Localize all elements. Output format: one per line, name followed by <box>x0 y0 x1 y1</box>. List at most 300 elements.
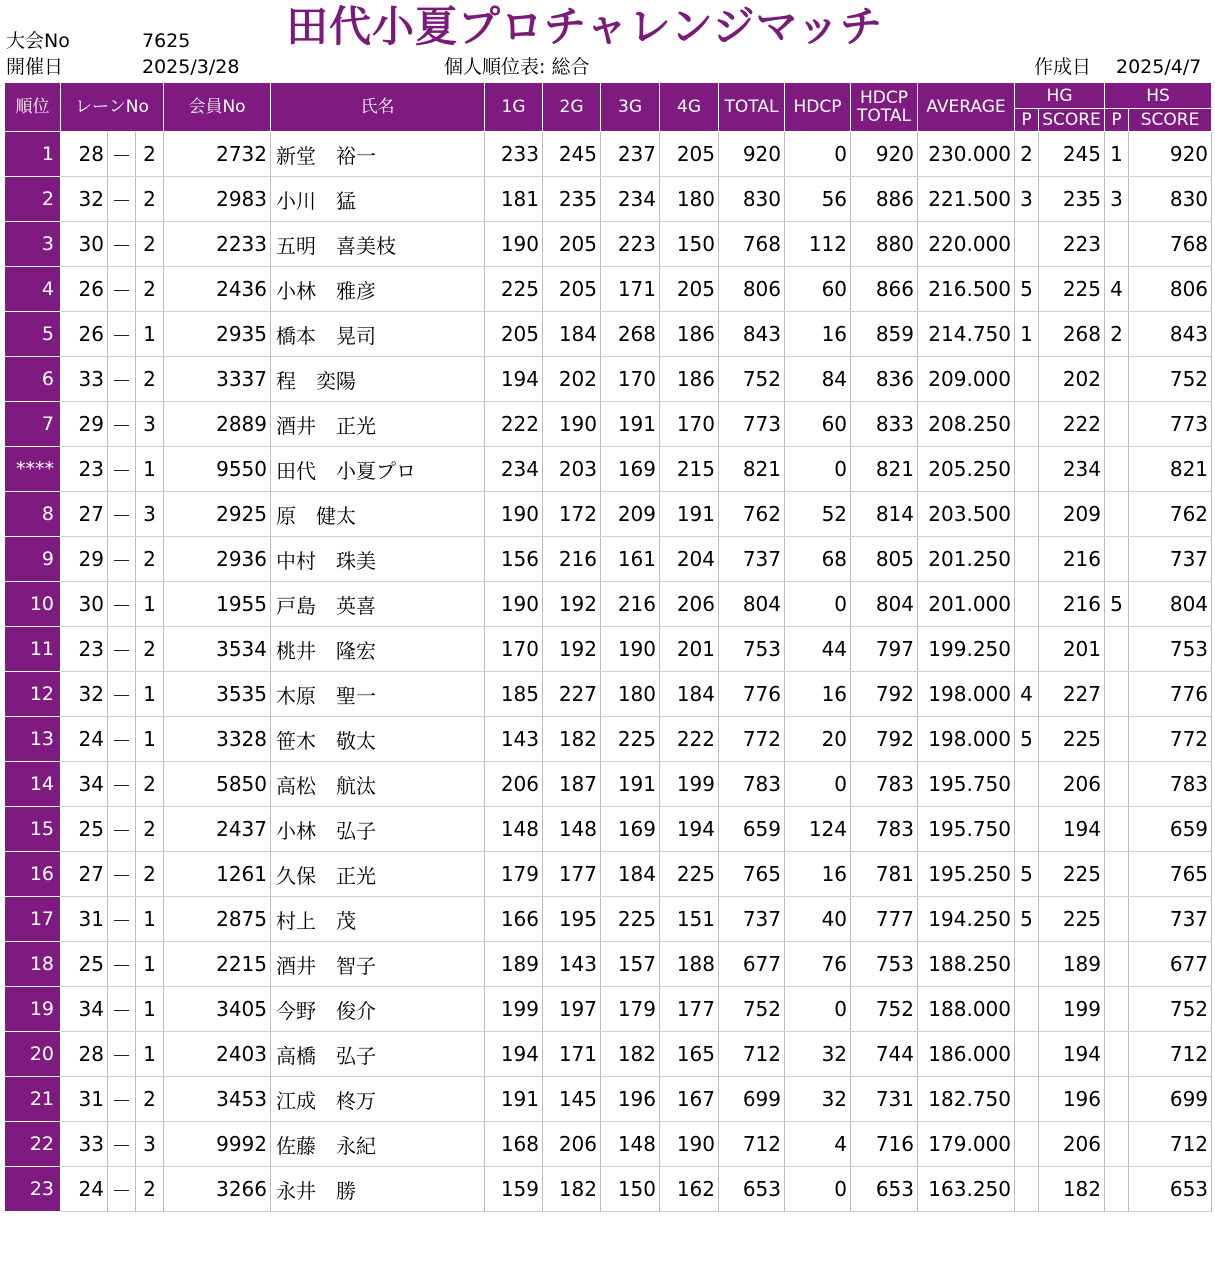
hg-score-cell: 227 <box>1039 672 1105 717</box>
lane-sub-cell: 2 <box>136 1077 164 1122</box>
col-game-3: 3G <box>601 83 660 132</box>
game-2-cell: 177 <box>543 852 601 897</box>
game-3-cell: 148 <box>601 1122 660 1167</box>
hs-score-cell: 699 <box>1129 1077 1212 1122</box>
player-name-cell: 永井 勝 <box>271 1167 485 1212</box>
lane-cell: 28 <box>61 1032 108 1077</box>
total-cell: 768 <box>719 222 785 267</box>
lane-cell: 25 <box>61 942 108 987</box>
total-cell: 765 <box>719 852 785 897</box>
rank-cell: 17 <box>5 897 61 942</box>
page-title: 田代小夏プロチャレンジマッチ <box>286 2 883 51</box>
game-1-cell: 168 <box>485 1122 543 1167</box>
hs-score-cell: 737 <box>1129 897 1212 942</box>
rank-cell: 19 <box>5 987 61 1032</box>
lane-separator: － <box>108 492 136 537</box>
table-body <box>5 132 1212 1212</box>
member-no-cell: 2403 <box>164 1032 271 1077</box>
hg-place-cell: 3 <box>1015 177 1039 222</box>
lane-cell: 26 <box>61 267 108 312</box>
game-4-cell: 167 <box>660 1077 719 1122</box>
lane-separator: － <box>108 672 136 717</box>
hg-place-cell <box>1015 582 1039 627</box>
lane-cell: 27 <box>61 852 108 897</box>
player-name-cell: 新堂 裕一 <box>271 132 485 177</box>
hdcp-cell: 0 <box>785 987 851 1032</box>
rank-cell: **** <box>5 447 61 492</box>
game-2-cell: 235 <box>543 177 601 222</box>
member-no-cell: 2215 <box>164 942 271 987</box>
game-4-cell: 204 <box>660 537 719 582</box>
game-3-cell: 216 <box>601 582 660 627</box>
game-1-cell: 225 <box>485 267 543 312</box>
game-3-cell: 182 <box>601 1032 660 1077</box>
hg-score-cell: 225 <box>1039 852 1105 897</box>
lane-separator: － <box>108 447 136 492</box>
player-name-cell: 小川 猛 <box>271 177 485 222</box>
hs-score-cell: 830 <box>1129 177 1212 222</box>
member-no-cell: 1955 <box>164 582 271 627</box>
lane-sub-cell: 1 <box>136 942 164 987</box>
average-cell: 188.250 <box>918 942 1015 987</box>
game-3-cell: 225 <box>601 897 660 942</box>
game-4-cell: 206 <box>660 582 719 627</box>
hdcp-total-cell: 653 <box>851 1167 918 1212</box>
average-cell: 195.750 <box>918 807 1015 852</box>
total-cell: 762 <box>719 492 785 537</box>
game-4-cell: 151 <box>660 897 719 942</box>
hdcp-total-cell: 716 <box>851 1122 918 1167</box>
hdcp-total-cell: 744 <box>851 1032 918 1077</box>
lane-sub-cell: 3 <box>136 1122 164 1167</box>
hdcp-total-cell: 814 <box>851 492 918 537</box>
game-1-cell: 222 <box>485 402 543 447</box>
game-1-cell: 189 <box>485 942 543 987</box>
game-1-cell: 191 <box>485 1077 543 1122</box>
game-2-cell: 182 <box>543 717 601 762</box>
player-name-cell: 小林 雅彦 <box>271 267 485 312</box>
hs-place-cell: 3 <box>1105 177 1129 222</box>
player-name-cell: 小林 弘子 <box>271 807 485 852</box>
member-no-cell: 2983 <box>164 177 271 222</box>
col-hg-score: SCORE <box>1039 109 1105 132</box>
table-row <box>5 1077 1212 1122</box>
hdcp-cell: 0 <box>785 1167 851 1212</box>
lane-sub-cell: 1 <box>136 672 164 717</box>
rank-cell: 10 <box>5 582 61 627</box>
total-cell: 712 <box>719 1122 785 1167</box>
hs-place-cell <box>1105 672 1129 717</box>
game-4-cell: 215 <box>660 447 719 492</box>
hdcp-total-cell: 731 <box>851 1077 918 1122</box>
game-1-cell: 143 <box>485 717 543 762</box>
lane-cell: 24 <box>61 717 108 762</box>
hs-place-cell <box>1105 357 1129 402</box>
rank-cell: 16 <box>5 852 61 897</box>
event-date-value: 2025/3/28 <box>142 56 240 78</box>
hg-place-cell <box>1015 1167 1039 1212</box>
game-3-cell: 234 <box>601 177 660 222</box>
lane-cell: 29 <box>61 537 108 582</box>
total-cell: 804 <box>719 582 785 627</box>
hg-score-cell: 268 <box>1039 312 1105 357</box>
game-3-cell: 150 <box>601 1167 660 1212</box>
standings-table <box>4 82 1212 1212</box>
member-no-cell: 3328 <box>164 717 271 762</box>
hdcp-total-cell: 920 <box>851 132 918 177</box>
game-4-cell: 177 <box>660 987 719 1032</box>
member-no-cell: 3266 <box>164 1167 271 1212</box>
lane-separator: － <box>108 537 136 582</box>
table-row <box>5 312 1212 357</box>
lane-sub-cell: 1 <box>136 717 164 762</box>
average-cell: 179.000 <box>918 1122 1015 1167</box>
rank-cell: 23 <box>5 1167 61 1212</box>
player-name-cell: 五明 喜美枝 <box>271 222 485 267</box>
game-4-cell: 150 <box>660 222 719 267</box>
game-3-cell: 196 <box>601 1077 660 1122</box>
game-2-cell: 182 <box>543 1167 601 1212</box>
lane-sub-cell: 3 <box>136 402 164 447</box>
player-name-cell: 今野 俊介 <box>271 987 485 1032</box>
game-3-cell: 191 <box>601 402 660 447</box>
hs-place-cell: 2 <box>1105 312 1129 357</box>
hg-place-cell <box>1015 357 1039 402</box>
average-cell: 182.750 <box>918 1077 1015 1122</box>
member-no-cell: 2889 <box>164 402 271 447</box>
hdcp-cell: 60 <box>785 267 851 312</box>
member-no-cell: 2233 <box>164 222 271 267</box>
hdcp-cell: 16 <box>785 852 851 897</box>
lane-separator: － <box>108 177 136 222</box>
hdcp-total-cell: 859 <box>851 312 918 357</box>
col-rank: 順位 <box>5 83 61 132</box>
lane-sub-cell: 2 <box>136 627 164 672</box>
total-cell: 830 <box>719 177 785 222</box>
created-date-value: 2025/4/7 <box>1116 56 1202 78</box>
hdcp-cell: 32 <box>785 1032 851 1077</box>
hs-score-cell: 677 <box>1129 942 1212 987</box>
hs-score-cell: 772 <box>1129 717 1212 762</box>
game-2-cell: 192 <box>543 582 601 627</box>
game-2-cell: 202 <box>543 357 601 402</box>
hg-place-cell <box>1015 1077 1039 1122</box>
game-1-cell: 206 <box>485 762 543 807</box>
average-cell: 203.500 <box>918 492 1015 537</box>
hdcp-cell: 44 <box>785 627 851 672</box>
lane-separator: － <box>108 222 136 267</box>
hg-score-cell: 206 <box>1039 762 1105 807</box>
game-1-cell: 194 <box>485 1032 543 1077</box>
lane-cell: 23 <box>61 447 108 492</box>
lane-cell: 31 <box>61 1077 108 1122</box>
lane-cell: 25 <box>61 807 108 852</box>
total-cell: 737 <box>719 897 785 942</box>
game-2-cell: 205 <box>543 267 601 312</box>
hs-score-cell: 821 <box>1129 447 1212 492</box>
hg-place-cell <box>1015 537 1039 582</box>
member-no-cell: 2436 <box>164 267 271 312</box>
member-no-cell: 3337 <box>164 357 271 402</box>
hdcp-cell: 20 <box>785 717 851 762</box>
hg-score-cell: 216 <box>1039 582 1105 627</box>
average-cell: 195.250 <box>918 852 1015 897</box>
rank-cell: 9 <box>5 537 61 582</box>
game-1-cell: 233 <box>485 132 543 177</box>
hs-score-cell: 737 <box>1129 537 1212 582</box>
lane-sub-cell: 2 <box>136 177 164 222</box>
game-3-cell: 223 <box>601 222 660 267</box>
hg-place-cell <box>1015 402 1039 447</box>
total-cell: 737 <box>719 537 785 582</box>
col-hdcp-total-line1: HDCP <box>860 88 909 108</box>
hdcp-cell: 76 <box>785 942 851 987</box>
tournament-no-value: 7625 <box>142 30 191 52</box>
hdcp-cell: 32 <box>785 1077 851 1122</box>
lane-sub-cell: 1 <box>136 312 164 357</box>
hg-score-cell: 222 <box>1039 402 1105 447</box>
average-cell: 186.000 <box>918 1032 1015 1077</box>
game-2-cell: 148 <box>543 807 601 852</box>
game-2-cell: 206 <box>543 1122 601 1167</box>
hdcp-total-cell: 783 <box>851 807 918 852</box>
hs-score-cell: 752 <box>1129 987 1212 1032</box>
game-2-cell: 195 <box>543 897 601 942</box>
hdcp-cell: 84 <box>785 357 851 402</box>
table-row <box>5 357 1212 402</box>
lane-separator: － <box>108 1167 136 1212</box>
game-4-cell: 186 <box>660 357 719 402</box>
total-cell: 821 <box>719 447 785 492</box>
player-name-cell: 中村 珠美 <box>271 537 485 582</box>
game-1-cell: 190 <box>485 582 543 627</box>
hdcp-cell: 52 <box>785 492 851 537</box>
hdcp-cell: 56 <box>785 177 851 222</box>
hg-place-cell: 4 <box>1015 672 1039 717</box>
hs-place-cell <box>1105 492 1129 537</box>
average-cell: 195.750 <box>918 762 1015 807</box>
total-cell: 806 <box>719 267 785 312</box>
average-cell: 201.250 <box>918 537 1015 582</box>
hdcp-total-cell: 833 <box>851 402 918 447</box>
hs-place-cell <box>1105 1032 1129 1077</box>
member-no-cell: 2437 <box>164 807 271 852</box>
col-game-1: 1G <box>485 83 543 132</box>
player-name-cell: 酒井 智子 <box>271 942 485 987</box>
lane-sub-cell: 2 <box>136 762 164 807</box>
member-no-cell: 9550 <box>164 447 271 492</box>
lane-cell: 28 <box>61 132 108 177</box>
hg-score-cell: 245 <box>1039 132 1105 177</box>
hg-place-cell <box>1015 987 1039 1032</box>
col-high-game: HG <box>1015 83 1105 109</box>
lane-cell: 34 <box>61 762 108 807</box>
col-high-series: HS <box>1105 83 1212 109</box>
lane-sub-cell: 3 <box>136 492 164 537</box>
hdcp-cell: 0 <box>785 582 851 627</box>
hg-score-cell: 182 <box>1039 1167 1105 1212</box>
game-2-cell: 171 <box>543 1032 601 1077</box>
hg-score-cell: 234 <box>1039 447 1105 492</box>
hg-score-cell: 201 <box>1039 627 1105 672</box>
game-1-cell: 185 <box>485 672 543 717</box>
lane-separator: － <box>108 312 136 357</box>
hs-place-cell <box>1105 1167 1129 1212</box>
table-row <box>5 222 1212 267</box>
hg-place-cell <box>1015 1122 1039 1167</box>
hdcp-cell: 60 <box>785 402 851 447</box>
player-name-cell: 村上 茂 <box>271 897 485 942</box>
hdcp-total-cell: 752 <box>851 987 918 1032</box>
player-name-cell: 程 奕陽 <box>271 357 485 402</box>
lane-cell: 23 <box>61 627 108 672</box>
hs-place-cell: 5 <box>1105 582 1129 627</box>
hs-place-cell <box>1105 942 1129 987</box>
col-hdcp-total <box>851 83 918 132</box>
member-no-cell: 3534 <box>164 627 271 672</box>
total-cell: 712 <box>719 1032 785 1077</box>
table-row <box>5 267 1212 312</box>
hs-score-cell: 765 <box>1129 852 1212 897</box>
rank-cell: 1 <box>5 132 61 177</box>
hg-place-cell: 2 <box>1015 132 1039 177</box>
lane-cell: 33 <box>61 357 108 402</box>
rank-cell: 11 <box>5 627 61 672</box>
hs-place-cell <box>1105 537 1129 582</box>
game-3-cell: 171 <box>601 267 660 312</box>
game-3-cell: 157 <box>601 942 660 987</box>
total-cell: 920 <box>719 132 785 177</box>
hdcp-total-cell: 753 <box>851 942 918 987</box>
lane-cell: 30 <box>61 222 108 267</box>
table-row <box>5 492 1212 537</box>
average-cell: 199.250 <box>918 627 1015 672</box>
game-4-cell: 165 <box>660 1032 719 1077</box>
game-3-cell: 179 <box>601 987 660 1032</box>
game-4-cell: 180 <box>660 177 719 222</box>
average-cell: 188.000 <box>918 987 1015 1032</box>
game-2-cell: 184 <box>543 312 601 357</box>
table-row <box>5 852 1212 897</box>
col-game-2: 2G <box>543 83 601 132</box>
table-row <box>5 987 1212 1032</box>
hdcp-cell: 4 <box>785 1122 851 1167</box>
rank-cell: 15 <box>5 807 61 852</box>
lane-sub-cell: 1 <box>136 987 164 1032</box>
hs-place-cell <box>1105 447 1129 492</box>
table-row <box>5 807 1212 852</box>
hs-place-cell: 4 <box>1105 267 1129 312</box>
hdcp-cell: 40 <box>785 897 851 942</box>
col-total: TOTAL <box>719 83 785 132</box>
player-name-cell: 高橋 弘子 <box>271 1032 485 1077</box>
game-4-cell: 199 <box>660 762 719 807</box>
hg-place-cell <box>1015 627 1039 672</box>
average-cell: 221.500 <box>918 177 1015 222</box>
game-4-cell: 205 <box>660 132 719 177</box>
total-cell: 653 <box>719 1167 785 1212</box>
tournament-no-label: 大会No <box>6 30 70 52</box>
lane-sub-cell: 2 <box>136 132 164 177</box>
game-4-cell: 225 <box>660 852 719 897</box>
game-1-cell: 170 <box>485 627 543 672</box>
lane-separator: － <box>108 627 136 672</box>
table-row <box>5 582 1212 627</box>
average-cell: 194.250 <box>918 897 1015 942</box>
rank-cell: 7 <box>5 402 61 447</box>
player-name-cell: 高松 航汰 <box>271 762 485 807</box>
hs-place-cell <box>1105 627 1129 672</box>
player-name-cell: 佐藤 永紀 <box>271 1122 485 1167</box>
hg-place-cell: 5 <box>1015 267 1039 312</box>
average-cell: 209.000 <box>918 357 1015 402</box>
player-name-cell: 橋本 晃司 <box>271 312 485 357</box>
lane-sub-cell: 1 <box>136 1032 164 1077</box>
hg-place-cell <box>1015 447 1039 492</box>
hdcp-total-cell: 777 <box>851 897 918 942</box>
game-2-cell: 205 <box>543 222 601 267</box>
game-3-cell: 268 <box>601 312 660 357</box>
game-3-cell: 191 <box>601 762 660 807</box>
hs-place-cell: 1 <box>1105 132 1129 177</box>
game-3-cell: 190 <box>601 627 660 672</box>
lane-sub-cell: 2 <box>136 222 164 267</box>
hs-place-cell <box>1105 717 1129 762</box>
hs-place-cell <box>1105 852 1129 897</box>
hs-score-cell: 804 <box>1129 582 1212 627</box>
total-cell: 753 <box>719 627 785 672</box>
hg-place-cell <box>1015 762 1039 807</box>
player-name-cell: 桃井 隆宏 <box>271 627 485 672</box>
hs-score-cell: 773 <box>1129 402 1212 447</box>
rank-cell: 2 <box>5 177 61 222</box>
col-lane: レーンNo <box>61 83 164 132</box>
lane-sub-cell: 1 <box>136 897 164 942</box>
col-hs-place: P <box>1105 109 1129 132</box>
rank-cell: 18 <box>5 942 61 987</box>
lane-separator: － <box>108 717 136 762</box>
lane-separator: － <box>108 852 136 897</box>
table-row <box>5 132 1212 177</box>
player-name-cell: 笹木 敬太 <box>271 717 485 762</box>
game-1-cell: 199 <box>485 987 543 1032</box>
lane-separator: － <box>108 402 136 447</box>
hg-score-cell: 189 <box>1039 942 1105 987</box>
hs-score-cell: 843 <box>1129 312 1212 357</box>
col-member-no: 会員No <box>164 83 271 132</box>
hdcp-total-cell: 805 <box>851 537 918 582</box>
average-cell: 163.250 <box>918 1167 1015 1212</box>
total-cell: 752 <box>719 987 785 1032</box>
lane-sub-cell: 1 <box>136 447 164 492</box>
hdcp-cell: 16 <box>785 672 851 717</box>
game-1-cell: 234 <box>485 447 543 492</box>
rank-cell: 13 <box>5 717 61 762</box>
hs-score-cell: 768 <box>1129 222 1212 267</box>
table-row <box>5 402 1212 447</box>
game-4-cell: 184 <box>660 672 719 717</box>
total-cell: 659 <box>719 807 785 852</box>
rank-cell: 14 <box>5 762 61 807</box>
hdcp-cell: 0 <box>785 132 851 177</box>
game-2-cell: 192 <box>543 627 601 672</box>
hs-place-cell <box>1105 762 1129 807</box>
player-name-cell: 酒井 正光 <box>271 402 485 447</box>
hg-place-cell <box>1015 492 1039 537</box>
hdcp-total-cell: 792 <box>851 672 918 717</box>
col-game-4: 4G <box>660 83 719 132</box>
game-1-cell: 179 <box>485 852 543 897</box>
